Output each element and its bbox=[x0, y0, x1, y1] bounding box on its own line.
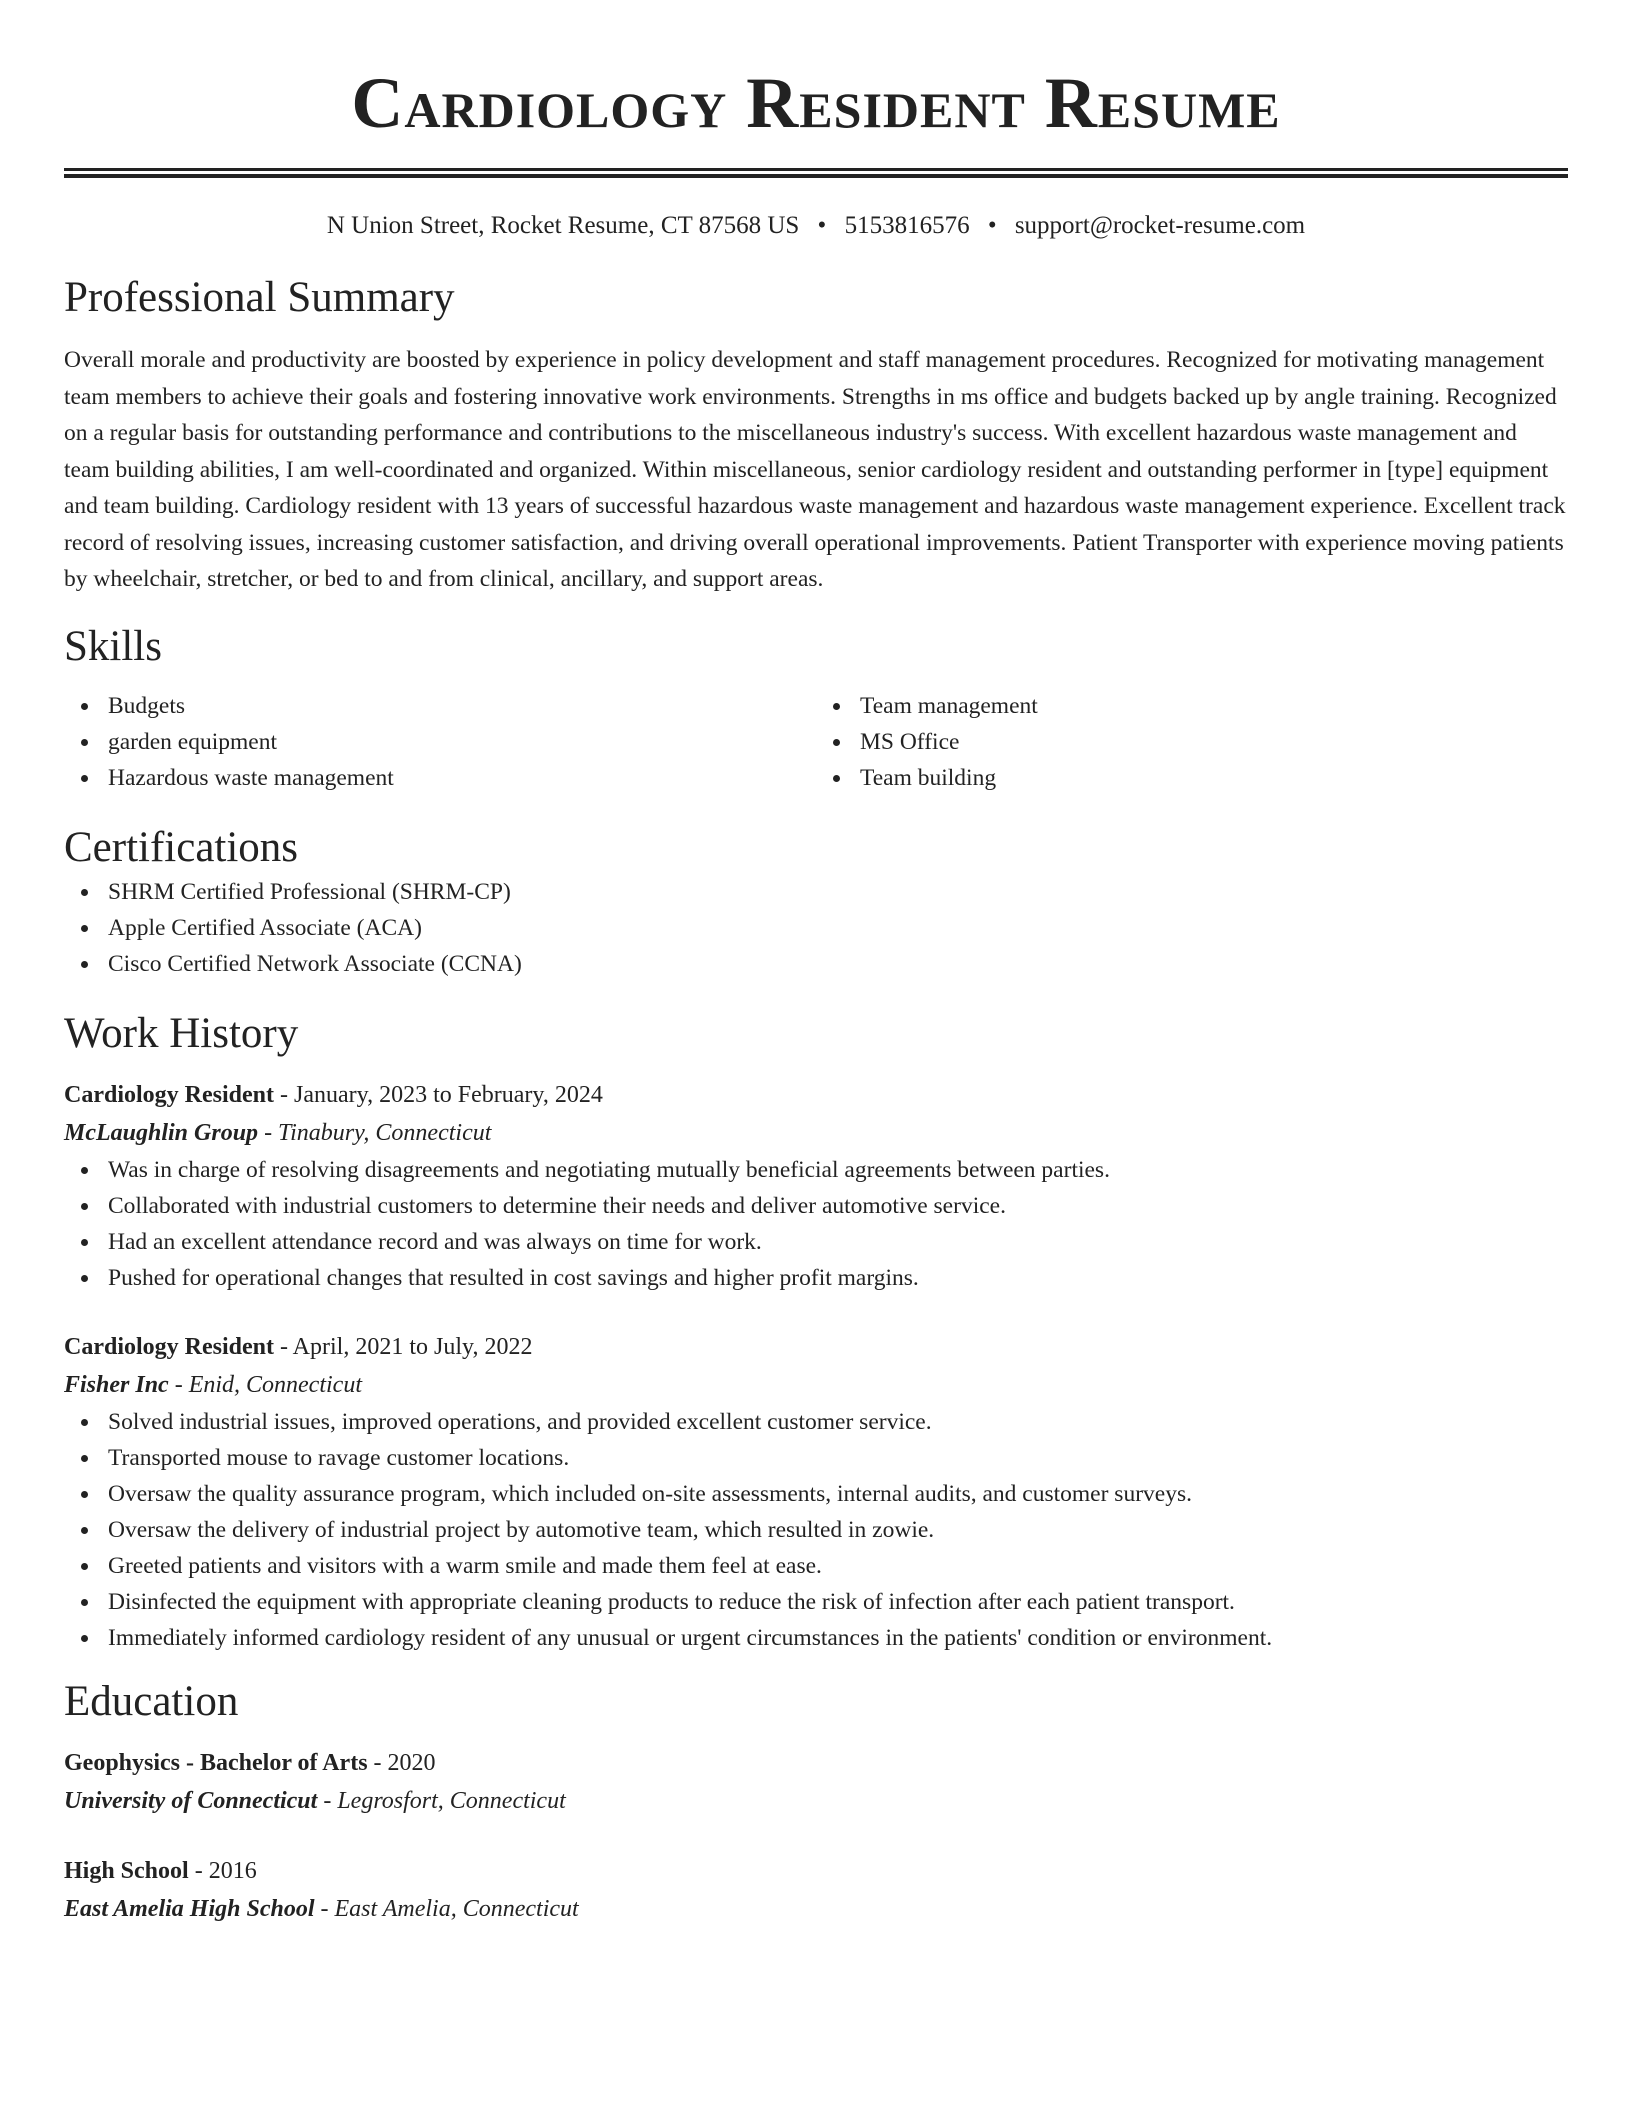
job-entry bbox=[64, 1076, 1568, 1296]
contact-phone: 5153816576 bbox=[844, 212, 970, 239]
contact-address: N Union Street, Rocket Resume, CT 87568 US bbox=[326, 212, 800, 239]
education-school: East Amelia High School bbox=[64, 1895, 315, 1922]
education-year: - 2016 bbox=[188, 1857, 257, 1884]
job-duty-item: Had an excellent attendance record and was always on time for work. bbox=[64, 1224, 1568, 1260]
job-duties-list bbox=[64, 1404, 1568, 1656]
skills-column-left bbox=[64, 688, 816, 796]
education-degree: High School bbox=[64, 1857, 189, 1884]
job-role: Cardiology Resident bbox=[64, 1081, 274, 1108]
skills-list-left bbox=[64, 688, 816, 796]
job-location: - Tinabury, Connecticut bbox=[258, 1119, 492, 1146]
education-degree-line bbox=[64, 1744, 1568, 1782]
job-duty-item: Transported mouse to ravage customer locations. bbox=[64, 1440, 1568, 1476]
job-duty-item: Greeted patients and visitors with a warm smile and made them feel at ease. bbox=[64, 1548, 1568, 1584]
skill-item: Budgets bbox=[64, 688, 816, 724]
job-duty-item: Was in charge of resolving disagreements and negotiating mutually beneficial agreements between parties. bbox=[64, 1152, 1568, 1188]
job-duty-item: Solved industrial issues, improved operations, and provided excellent customer service. bbox=[64, 1404, 1568, 1440]
certification-item: SHRM Certified Professional (SHRM-CP) bbox=[64, 874, 1568, 910]
skill-item: Team management bbox=[816, 688, 1568, 724]
skill-item: Team building bbox=[816, 760, 1568, 796]
certification-item: Cisco Certified Network Associate (CCNA) bbox=[64, 946, 1568, 982]
contact-separator: • bbox=[817, 212, 827, 239]
job-duty-item: Collaborated with industrial customers to determine their needs and deliver automotive service. bbox=[64, 1188, 1568, 1224]
skills-grid bbox=[64, 688, 1568, 796]
skills-list-right bbox=[816, 688, 1568, 796]
skills-column-right bbox=[816, 688, 1568, 796]
job-location: - Enid, Connecticut bbox=[168, 1371, 362, 1398]
job-duty-item: Disinfected the equipment with appropriate cleaning products to reduce the risk of infection after each patient transport. bbox=[64, 1584, 1568, 1620]
skills-heading: Skills bbox=[64, 622, 162, 670]
education-heading: Education bbox=[64, 1677, 239, 1725]
education-degree-line bbox=[64, 1852, 1568, 1890]
work-history-heading: Work History bbox=[64, 1009, 299, 1057]
education-school-line bbox=[64, 1782, 1568, 1820]
certifications-heading: Certifications bbox=[64, 823, 299, 871]
skill-item: garden equipment bbox=[64, 724, 816, 760]
job-dates: - January, 2023 to February, 2024 bbox=[274, 1081, 603, 1108]
job-duty-item: Oversaw the delivery of industrial project by automotive team, which resulted in zowie. bbox=[64, 1512, 1568, 1548]
job-duty-item: Oversaw the quality assurance program, which included on-site assessments, internal audits, and customer surveys. bbox=[64, 1476, 1568, 1512]
education-entry bbox=[64, 1744, 1568, 1820]
job-dates: - April, 2021 to July, 2022 bbox=[274, 1333, 533, 1360]
job-title-line bbox=[64, 1076, 1568, 1114]
skill-item: Hazardous waste management bbox=[64, 760, 816, 796]
skill-item: MS Office bbox=[816, 724, 1568, 760]
title-divider bbox=[64, 168, 1568, 178]
contact-email: support@rocket-resume.com bbox=[1014, 212, 1306, 239]
education-degree: Geophysics - Bachelor of Arts bbox=[64, 1749, 368, 1776]
job-duty-item: Immediately informed cardiology resident of any unusual or urgent circumstances in the patients' condition or environment. bbox=[64, 1620, 1568, 1656]
education-location: - Legrosfort, Connecticut bbox=[317, 1787, 566, 1814]
resume-title: Cardiology Resident Resume bbox=[351, 63, 1281, 143]
job-duty-item: Pushed for operational changes that resulted in cost savings and higher profit margins. bbox=[64, 1260, 1568, 1296]
job-company: McLaughlin Group bbox=[64, 1119, 259, 1146]
education-school: University of Connecticut bbox=[64, 1787, 318, 1814]
certification-item: Apple Certified Associate (ACA) bbox=[64, 910, 1568, 946]
job-entry bbox=[64, 1328, 1568, 1656]
contact-line bbox=[64, 210, 1568, 242]
education-year: - 2020 bbox=[367, 1749, 436, 1776]
job-company-line bbox=[64, 1114, 1568, 1152]
education-entry bbox=[64, 1852, 1568, 1928]
summary-heading: Professional Summary bbox=[64, 274, 455, 321]
summary-text: Overall morale and productivity are boosted by experience in policy development and staff management procedures. Recognized for motivating management team members to achieve their goals and fostering innovative work environments. Strengths in ms office and budgets backed up by angle training. Recognized on a regular basis for outstanding performance and contributions to the miscellaneous industry's success. With excellent hazardous waste management and team building abilities, I am well-coordinated and organized. Within miscellaneous, senior cardiology resident and outstanding performer in [type] equipment and team building. Cardiology resident with 13 years of successful hazardous waste management and hazardous waste management experience. Excellent track record of resolving issues, increasing customer satisfaction, and driving overall operational improvements. Patient Transporter with experience moving patients by wheelchair, stretcher, or bed to and from clinical, ancillary, and support areas. bbox=[64, 347, 1566, 592]
job-duties-list bbox=[64, 1152, 1568, 1296]
job-title-line bbox=[64, 1328, 1568, 1366]
certifications-list bbox=[64, 874, 1568, 982]
education-location: - East Amelia, Connecticut bbox=[314, 1895, 579, 1922]
contact-separator: • bbox=[987, 212, 997, 239]
job-role: Cardiology Resident bbox=[64, 1333, 274, 1360]
job-company-line bbox=[64, 1366, 1568, 1404]
education-school-line bbox=[64, 1890, 1568, 1928]
job-company: Fisher Inc bbox=[64, 1371, 169, 1398]
